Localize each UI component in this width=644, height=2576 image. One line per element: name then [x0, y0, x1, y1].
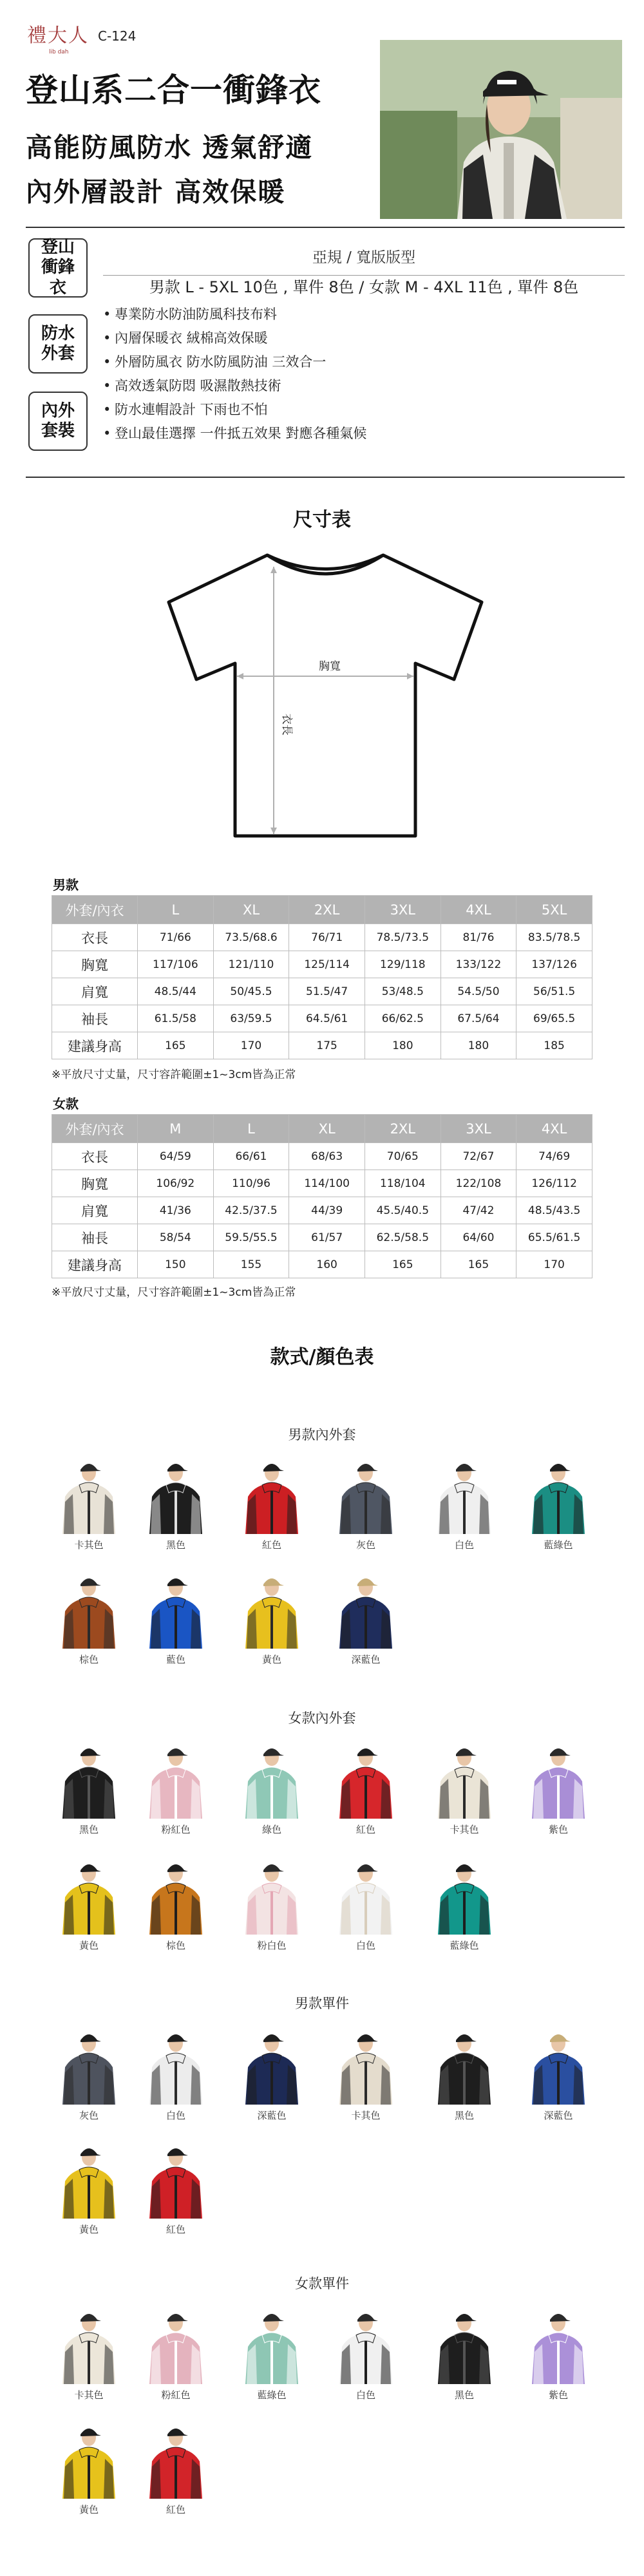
table-header-row	[52, 896, 592, 924]
table-header-cell: XL	[289, 1115, 365, 1143]
colors-title: 款式/顏色表	[270, 1346, 374, 1368]
table-row	[52, 978, 592, 1005]
color-swatch-label: 紅色	[166, 2224, 185, 2235]
table-cell: 衣長	[52, 924, 138, 951]
color-swatch-model	[140, 2307, 211, 2384]
table-header-cell: L	[213, 1115, 289, 1143]
table-cell: 64/60	[440, 1224, 516, 1251]
table-cell: 69/65.5	[516, 1005, 592, 1032]
table-cell: 81/76	[440, 924, 516, 951]
color-swatch-label: 深藍色	[544, 2110, 573, 2121]
tagline-1: 高能防風防水 透氣舒適	[26, 132, 314, 163]
table-row	[52, 951, 592, 978]
color-swatch-model	[429, 2027, 500, 2105]
men-size-note: ※平放尺寸丈量，尺寸容許範圍±1~3cm皆為正常	[52, 1068, 296, 1081]
shirt-diagram	[155, 547, 496, 844]
header-divider	[26, 227, 625, 228]
table-cell: 170	[213, 1032, 289, 1059]
men-size-table	[52, 895, 592, 1059]
table-cell: 58/54	[138, 1224, 214, 1251]
table-header-cell: 2XL	[365, 1115, 440, 1143]
table-cell: 64.5/61	[289, 1005, 365, 1032]
color-swatch-label: 黑色	[166, 1539, 185, 1551]
color-swatch-model	[236, 2307, 307, 2384]
size-chart-title: 尺寸表	[293, 509, 351, 531]
table-cell: 70/65	[365, 1143, 440, 1170]
feature-item: • 專業防水防油防風科技布料	[103, 303, 618, 327]
color-swatch-label: 粉紅色	[161, 1824, 191, 1835]
color-swatch-model	[140, 2141, 211, 2219]
table-cell: 114/100	[289, 1170, 365, 1197]
color-swatch-model	[53, 2421, 124, 2499]
brand-logo-sub: lib dah	[49, 49, 69, 55]
table-header-cell: 3XL	[440, 1115, 516, 1143]
feature-item: • 外層防風衣 防水防風防油 三效合一	[103, 350, 618, 374]
table-header-cell: 外套/內衣	[52, 896, 138, 924]
feature-item: • 高效透氣防悶 吸濕散熱技術	[103, 374, 618, 398]
table-cell: 121/110	[213, 951, 289, 978]
table-cell: 150	[138, 1251, 214, 1278]
color-swatch-label: 棕色	[166, 1940, 185, 1951]
color-swatch-model	[140, 1571, 211, 1649]
table-cell: 50/45.5	[213, 978, 289, 1005]
color-swatch-model	[330, 1741, 401, 1819]
table-header-cell: 3XL	[365, 896, 440, 924]
color-group-title: 男款內外套	[288, 1427, 356, 1443]
table-cell: 76/71	[289, 924, 365, 951]
table-cell: 78.5/73.5	[365, 924, 440, 951]
table-row	[52, 1224, 592, 1251]
table-cell: 83.5/78.5	[516, 924, 592, 951]
table-cell: 137/126	[516, 951, 592, 978]
color-swatch-model	[330, 1857, 401, 1935]
table-cell: 62.5/58.5	[365, 1224, 440, 1251]
color-swatch-label: 黑色	[454, 2389, 474, 2401]
color-swatch-model	[53, 1857, 124, 1935]
color-swatch-label: 卡其色	[74, 2389, 104, 2401]
color-swatch-label: 黑色	[79, 1824, 99, 1835]
color-swatch-label: 灰色	[79, 2110, 99, 2121]
table-cell: 建議身高	[52, 1251, 138, 1278]
table-cell: 106/92	[138, 1170, 214, 1197]
table-cell: 125/114	[289, 951, 365, 978]
chest-label: 胸寬	[319, 660, 341, 673]
color-swatch-label: 藍綠色	[544, 1539, 573, 1551]
color-swatch-model	[140, 1457, 211, 1534]
color-swatch-label: 黃色	[79, 1940, 99, 1951]
table-cell: 61/57	[289, 1224, 365, 1251]
badge-inner-outer-set: 內外套裝	[28, 392, 88, 451]
color-swatch-model	[236, 1741, 307, 1819]
table-cell: 117/106	[138, 951, 214, 978]
color-swatch-model	[429, 1857, 500, 1935]
color-swatch-label: 白色	[355, 2389, 375, 2401]
table-cell: 67.5/64	[440, 1005, 516, 1032]
table-header-cell: 4XL	[516, 1115, 592, 1143]
table-cell: 165	[138, 1032, 214, 1059]
table-cell: 45.5/40.5	[365, 1197, 440, 1224]
color-swatch-label: 綠色	[261, 1824, 281, 1835]
table-header-cell: M	[138, 1115, 214, 1143]
color-swatch-model	[523, 1457, 594, 1534]
table-cell: 72/67	[440, 1143, 516, 1170]
table-row	[52, 1005, 592, 1032]
color-swatch-model	[53, 1741, 124, 1819]
table-cell: 63/59.5	[213, 1005, 289, 1032]
table-cell: 133/122	[440, 951, 516, 978]
table-cell: 126/112	[516, 1170, 592, 1197]
table-row	[52, 1197, 592, 1224]
table-cell: 42.5/37.5	[213, 1197, 289, 1224]
feature-item: • 防水連帽設計 下雨也不怕	[103, 398, 618, 422]
color-swatch-label: 卡其色	[450, 1824, 479, 1835]
men-size-label: 男款	[53, 877, 79, 893]
color-swatch-label: 深藍色	[257, 2110, 287, 2121]
color-swatch-model	[140, 2421, 211, 2499]
color-swatch-label: 紫色	[548, 1824, 568, 1835]
color-swatch-model	[53, 2027, 124, 2105]
table-cell: 110/96	[213, 1170, 289, 1197]
table-row	[52, 924, 592, 951]
color-swatch-model	[330, 1457, 401, 1534]
color-swatch-label: 黃色	[261, 1654, 281, 1665]
women-size-label: 女款	[53, 1096, 79, 1112]
table-cell: 74/69	[516, 1143, 592, 1170]
color-swatch-model	[523, 2307, 594, 2384]
color-swatch-model	[429, 1457, 500, 1534]
table-header-row	[52, 1115, 592, 1143]
color-swatch-label: 深藍色	[351, 1654, 381, 1665]
feature-item: • 內層保暖衣 絨棉高效保暖	[103, 327, 618, 350]
table-cell: 65.5/61.5	[516, 1224, 592, 1251]
color-swatch-model	[140, 1857, 211, 1935]
table-cell: 衣長	[52, 1143, 138, 1170]
hero-photo	[380, 40, 622, 219]
color-swatch-label: 灰色	[355, 1539, 375, 1551]
brand-logo-text: 禮大人	[27, 24, 89, 47]
table-cell: 41/36	[138, 1197, 214, 1224]
table-cell: 肩寬	[52, 1197, 138, 1224]
table-cell: 71/66	[138, 924, 214, 951]
color-swatch-label: 藍綠色	[257, 2389, 287, 2401]
color-swatch-label: 棕色	[79, 1654, 99, 1665]
table-cell: 胸寬	[52, 1170, 138, 1197]
color-group-title: 男款單件	[295, 1996, 349, 2011]
table-cell: 59.5/55.5	[213, 1224, 289, 1251]
table-header-cell: 2XL	[289, 896, 365, 924]
table-cell: 51.5/47	[289, 978, 365, 1005]
color-swatch-model	[236, 1857, 307, 1935]
color-group-title: 女款內外套	[288, 1710, 356, 1726]
table-cell: 袖長	[52, 1005, 138, 1032]
table-cell: 44/39	[289, 1197, 365, 1224]
color-swatch-label: 粉白色	[257, 1940, 287, 1951]
table-row	[52, 1143, 592, 1170]
table-cell: 170	[516, 1251, 592, 1278]
tagline-2: 內外層設計 高效保暖	[26, 176, 286, 207]
color-swatch-label: 黃色	[79, 2504, 99, 2515]
color-swatch-label: 卡其色	[351, 2110, 381, 2121]
women-size-table	[52, 1114, 592, 1278]
color-swatch-model	[53, 1457, 124, 1534]
table-cell: 袖長	[52, 1224, 138, 1251]
color-swatch-model	[523, 2027, 594, 2105]
color-swatch-model	[53, 2141, 124, 2219]
table-cell: 175	[289, 1032, 365, 1059]
color-swatch-label: 白色	[166, 2110, 185, 2121]
color-swatch-model	[429, 1741, 500, 1819]
table-cell: 68/63	[289, 1143, 365, 1170]
color-swatch-label: 藍綠色	[450, 1940, 479, 1951]
color-swatch-label: 卡其色	[74, 1539, 104, 1551]
table-header-cell: 5XL	[516, 896, 592, 924]
table-cell: 61.5/58	[138, 1005, 214, 1032]
badge-waterproof-jacket: 防水外套	[28, 314, 88, 374]
women-size-note: ※平放尺寸丈量，尺寸容許範圍±1~3cm皆為正常	[52, 1286, 296, 1299]
table-cell: 胸寬	[52, 951, 138, 978]
product-code: C-124	[98, 28, 137, 44]
table-cell: 66/62.5	[365, 1005, 440, 1032]
color-swatch-label: 紅色	[261, 1539, 281, 1551]
badge-mountain-jacket: 登山衝鋒衣	[28, 238, 88, 298]
color-swatch-model	[53, 2307, 124, 2384]
color-swatch-label: 白色	[355, 1940, 375, 1951]
color-swatch-model	[236, 1571, 307, 1649]
table-cell: 185	[516, 1032, 592, 1059]
color-swatch-model	[330, 2027, 401, 2105]
table-cell: 48.5/43.5	[516, 1197, 592, 1224]
table-row	[52, 1251, 592, 1278]
features-divider	[26, 477, 625, 478]
color-swatch-model	[236, 1457, 307, 1534]
length-label: 衣長	[280, 714, 293, 735]
color-swatch-model	[330, 1571, 401, 1649]
table-cell: 64/59	[138, 1143, 214, 1170]
table-header-cell: XL	[213, 896, 289, 924]
table-cell: 122/108	[440, 1170, 516, 1197]
table-cell: 165	[365, 1251, 440, 1278]
color-swatch-label: 粉紅色	[161, 2389, 191, 2401]
table-cell: 54.5/50	[440, 978, 516, 1005]
fit-label: 亞規 / 寬版版型	[312, 249, 416, 266]
color-swatch-label: 白色	[454, 1539, 474, 1551]
table-cell: 66/61	[213, 1143, 289, 1170]
table-row	[52, 1170, 592, 1197]
table-cell: 118/104	[365, 1170, 440, 1197]
brand-logo	[27, 19, 98, 59]
table-cell: 129/118	[365, 951, 440, 978]
table-cell: 160	[289, 1251, 365, 1278]
table-header-cell: 4XL	[440, 896, 516, 924]
color-swatch-label: 黑色	[454, 2110, 474, 2121]
table-cell: 180	[365, 1032, 440, 1059]
feature-item: • 登山最佳選擇 一件抵五效果 對應各種氣候	[103, 422, 618, 446]
product-title: 登山系二合一衝鋒衣	[26, 71, 321, 109]
fit-description: 男款 L - 5XL 10色 , 單件 8色 / 女款 M - 4XL 11色 , 單件 8色	[149, 278, 579, 296]
table-header-cell: L	[138, 896, 214, 924]
table-cell: 53/48.5	[365, 978, 440, 1005]
color-swatch-label: 紅色	[355, 1824, 375, 1835]
table-cell: 180	[440, 1032, 516, 1059]
feature-list	[103, 303, 618, 446]
table-cell: 建議身高	[52, 1032, 138, 1059]
color-swatch-model	[140, 1741, 211, 1819]
color-group-title: 女款單件	[295, 2276, 349, 2291]
color-swatch-model	[236, 2027, 307, 2105]
color-swatch-label: 藍色	[166, 1654, 185, 1665]
table-cell: 47/42	[440, 1197, 516, 1224]
color-swatch-label: 紅色	[166, 2504, 185, 2515]
table-cell: 肩寬	[52, 978, 138, 1005]
color-swatch-label: 黃色	[79, 2224, 99, 2235]
table-row	[52, 1032, 592, 1059]
table-cell: 155	[213, 1251, 289, 1278]
color-swatch-label: 紫色	[548, 2389, 568, 2401]
color-swatch-model	[429, 2307, 500, 2384]
table-cell: 56/51.5	[516, 978, 592, 1005]
table-cell: 165	[440, 1251, 516, 1278]
table-header-cell: 外套/內衣	[52, 1115, 138, 1143]
table-cell: 48.5/44	[138, 978, 214, 1005]
color-swatch-model	[140, 2027, 211, 2105]
color-swatch-model	[53, 1571, 124, 1649]
color-swatch-model	[330, 2307, 401, 2384]
color-swatch-model	[523, 1741, 594, 1819]
table-cell: 73.5/68.6	[213, 924, 289, 951]
